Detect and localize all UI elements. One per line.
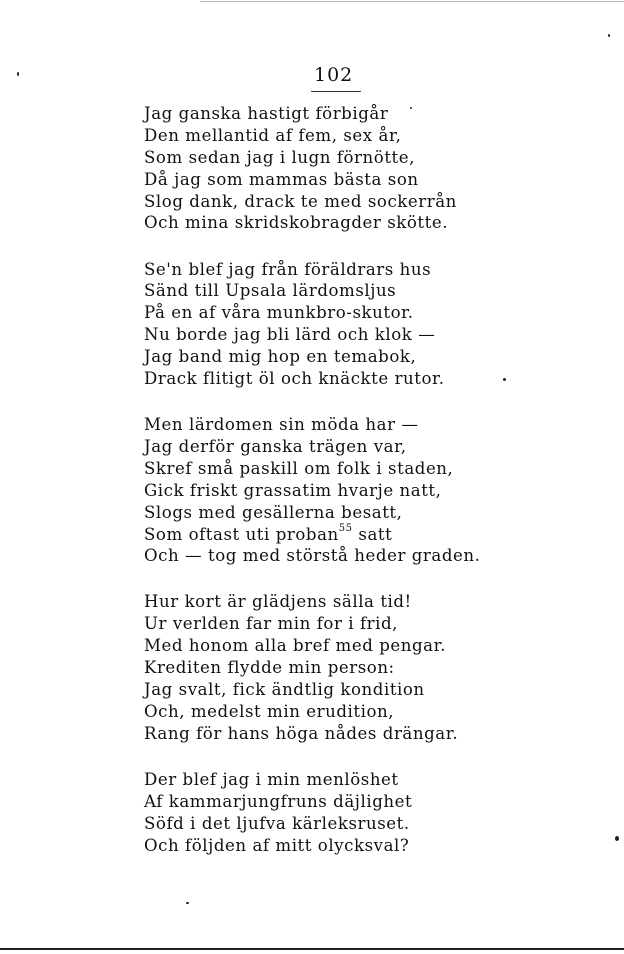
- poem-line-with-footnote: [144, 524, 524, 546]
- poem-line: Rang för hans höga nådes drängar.: [144, 723, 459, 743]
- print-speck: [17, 72, 19, 76]
- poem-line: Jag derför ganska trägen var,: [144, 436, 407, 456]
- poem-line-text: Som oftast uti proban: [144, 524, 339, 544]
- print-speck: [410, 107, 412, 109]
- poem-line: Den mellantid af fem, sex år,: [144, 125, 402, 145]
- poem-line: Krediten flydde min person:: [144, 658, 395, 678]
- poem-line: Jag ganska hastigt förbigår: [144, 104, 389, 123]
- poem-line: Och mina skridskobragder skötte.: [144, 213, 449, 233]
- stanza-5: [144, 769, 524, 857]
- poem-line: Der blef jag i min menlöshet: [144, 769, 399, 789]
- page-bottom-edge: [0, 948, 624, 950]
- poem-line: Se'n blef jag från föräldrars hus: [144, 259, 432, 279]
- poem-line: Men lärdomen sin möda har —: [144, 415, 419, 435]
- poem-line-text-after-footnote: satt: [352, 524, 393, 544]
- poem-line: Nu borde jag bli lärd och klok —: [144, 325, 436, 345]
- stanza-4: [144, 591, 524, 744]
- stanza-3: [144, 414, 524, 567]
- page-number: 102: [314, 64, 354, 86]
- poem-line: Slogs med gesällerna besatt,: [144, 502, 403, 522]
- print-speck: [503, 378, 506, 381]
- print-speck: [615, 836, 619, 841]
- poem-line: Drack flitigt öl och knäckte rutor.: [144, 368, 445, 388]
- poem-line: Slog dank, drack te med sockerrån: [144, 191, 457, 211]
- print-speck: [186, 902, 189, 904]
- top-edge-line: [200, 1, 624, 2]
- poem-line: På en af våra munkbro-skutor.: [144, 303, 414, 323]
- poem-line: Skref små paskill om folk i staden,: [144, 458, 454, 478]
- poem: [144, 103, 524, 881]
- stanza-2: [144, 259, 524, 390]
- poem-line: Och följden af mitt olycksval?: [144, 835, 410, 855]
- poem-line: Gick friskt grassatim hvarje natt,: [144, 480, 442, 500]
- poem-line: Hur kort är glädjens sälla tid!: [144, 592, 412, 612]
- poem-line: Och, medelst min erudition,: [144, 701, 395, 721]
- footnote-marker: 55: [338, 522, 353, 534]
- poem-line: Ur verlden far min for i frid,: [144, 614, 398, 634]
- poem-line: Jag svalt, fick ändtlig kondition: [144, 680, 425, 700]
- poem-line: Af kammarjungfruns däjlighet: [144, 791, 413, 811]
- poem-line: Jag band mig hop en temabok,: [144, 347, 417, 367]
- poem-line: Söfd i det ljufva kärleksruset.: [144, 813, 410, 833]
- poem-line: Då jag som mammas bästa son: [144, 169, 419, 189]
- stanza-1: [144, 103, 524, 234]
- print-speck: [608, 34, 610, 37]
- poem-line: Som sedan jag i lugn förnötte,: [144, 147, 415, 167]
- poem-line: Med honom alla bref med pengar.: [144, 636, 447, 656]
- poem-line: Sänd till Upsala lärdomsljus: [144, 281, 397, 301]
- poem-line: Och — tog med störstå heder graden.: [144, 546, 481, 566]
- page-number-rule: [311, 91, 361, 92]
